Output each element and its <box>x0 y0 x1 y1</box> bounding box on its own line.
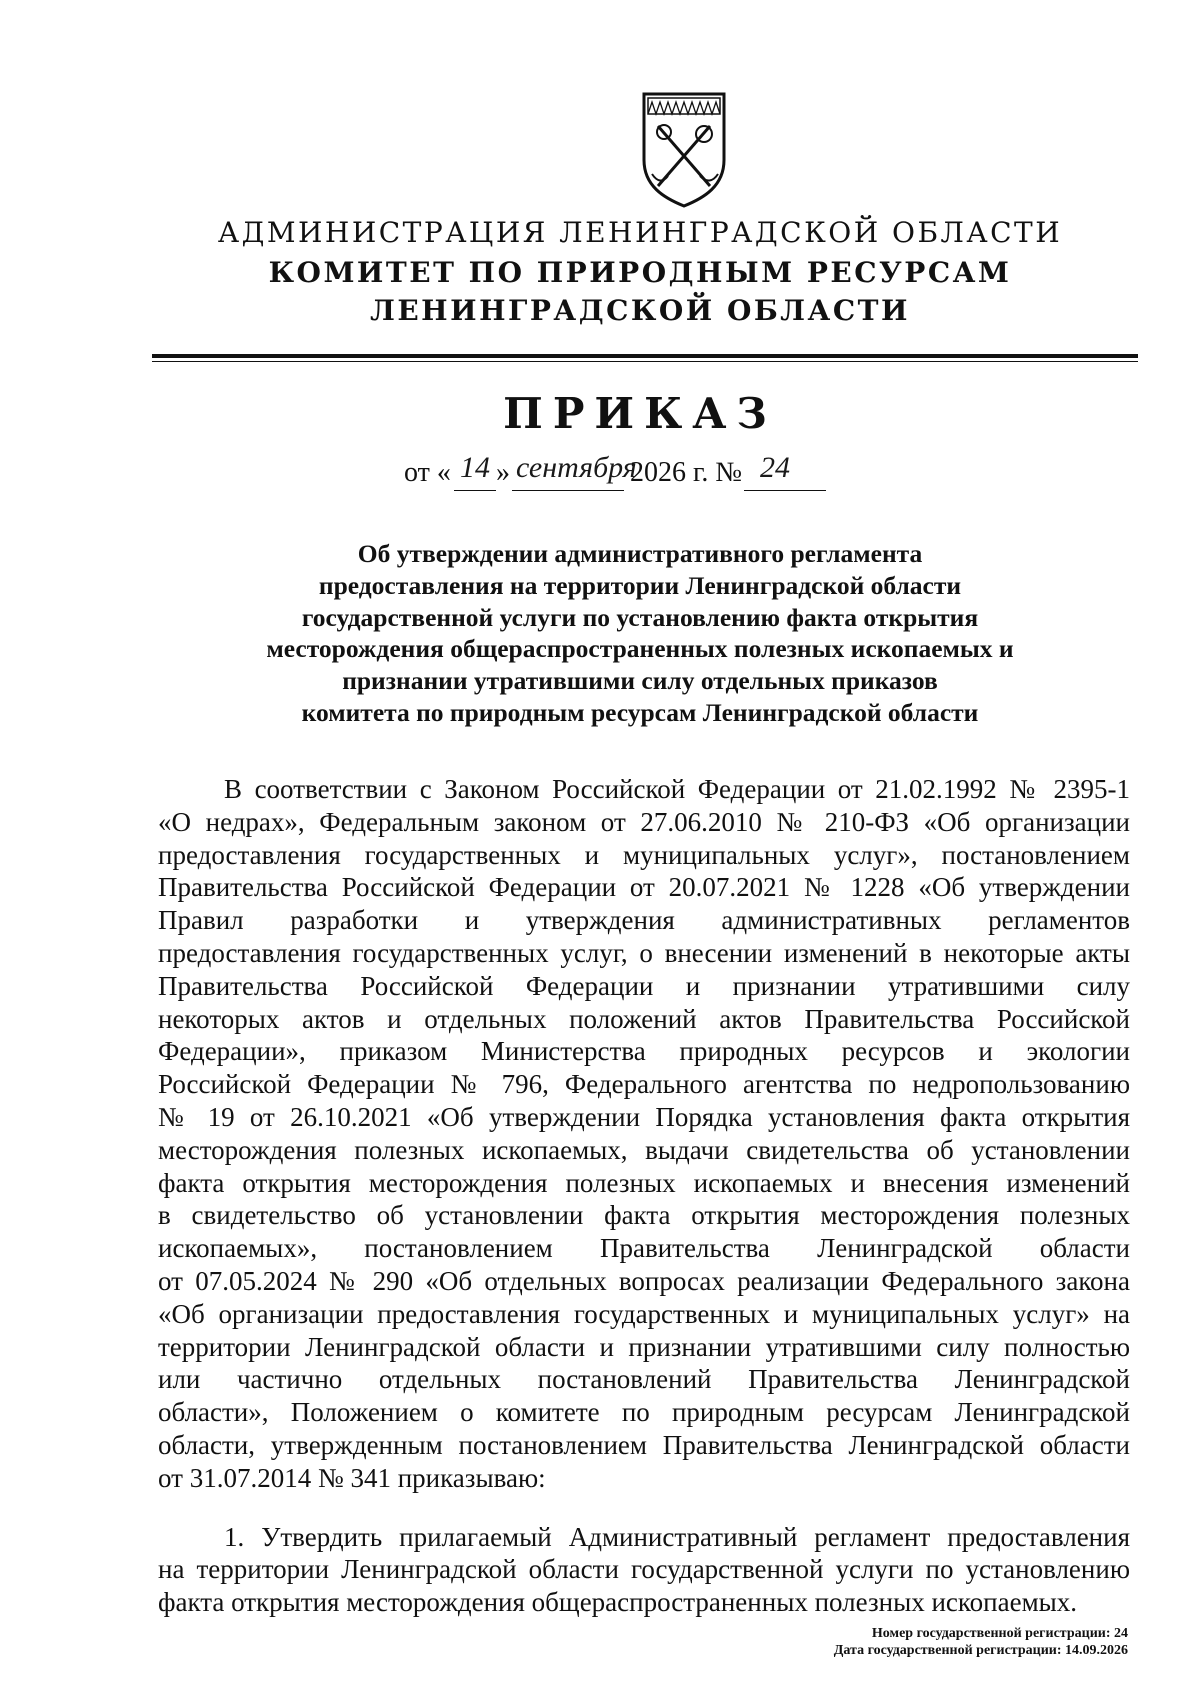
body-line: «Об организации предоставления государственных и муниципальных услуг» на <box>158 1298 1130 1329</box>
body-line: В соответствии с Законом Российской Федерации от 21.02.1992 № 2395-1 <box>224 774 1130 804</box>
number-underline <box>744 490 826 491</box>
body-line: предоставления государственных и муниципальных услуг», постановлением <box>158 839 1130 870</box>
committee-name: КОМИТЕТ ПО ПРИРОДНЫМ РЕСУРСАМ <box>268 256 1012 289</box>
registration-number: Номер государственной регистрации: 24 <box>871 1626 1128 1641</box>
body-line: в свидетельство об установлении факта открытия месторождения полезных <box>158 1200 1130 1231</box>
order-year: 2026 г. № <box>630 457 743 488</box>
body-line: предоставления государственных услуг, о внесении изменений в некоторые акты <box>158 937 1130 968</box>
body-line: № 19 от 26.10.2021 «Об утверждении Порядка установления факта открытия <box>158 1101 1130 1132</box>
body-line: или частично отдельных постановлений Правительства Ленинградской <box>158 1364 1130 1395</box>
subject-line: месторождения общераспространенных полезных ископаемых и <box>266 634 1014 664</box>
organization-name: АДМИНИСТРАЦИЯ ЛЕНИНГРАДСКОЙ ОБЛАСТИ <box>217 216 1063 249</box>
day-underline <box>454 490 496 491</box>
month-underline <box>512 490 624 491</box>
handwritten-month: сентября <box>516 451 637 484</box>
body-line: на территории Ленинградской области государственной услуги по установлению <box>158 1554 1130 1585</box>
committee-region: ЛЕНИНГРАДСКОЙ ОБЛАСТИ <box>370 294 910 327</box>
registration-date: Дата государственной регистрации: 14.09.2026 <box>833 1643 1128 1658</box>
handwritten-order-number: 24 <box>760 451 790 484</box>
subject-line: Об утверждении административного регламента <box>357 539 923 568</box>
document-subject <box>150 538 1130 729</box>
body-line: Федерации», приказом Министерства природных ресурсов и экологии <box>158 1036 1130 1067</box>
body-line: 1. Утвердить прилагаемый Административный регламент предоставления <box>224 1521 1130 1552</box>
coat-of-arms-icon <box>638 90 730 208</box>
header-divider-thin <box>152 361 1138 362</box>
subject-line: комитета по природным ресурсам Ленинградской области <box>301 697 979 727</box>
header-divider <box>152 354 1138 358</box>
handwritten-day: 14 <box>460 451 490 484</box>
body-line: факта открытия месторождения полезных ископаемых и внесения изменений <box>158 1167 1130 1198</box>
subject-line: предоставления на территории Ленинградской области <box>318 570 962 600</box>
body-line: Правительства Российской Федерации и признании утратившими силу <box>158 970 1130 1001</box>
date-quote-close: » <box>496 457 510 488</box>
body-line: Правительства Российской Федерации от 20.07.2021 № 1228 «Об утверждении <box>158 872 1130 903</box>
body-line: Правил разработки и утверждения административных регламентов <box>158 905 1130 936</box>
body-line: «О недрах», Федеральным законом от 27.06.2010 № 210-ФЗ «Об организации <box>158 806 1130 837</box>
body-line: от 31.07.2014 № 341 приказываю: <box>158 1462 546 1493</box>
body-line: факта открытия месторождения общераспространенных полезных ископаемых. <box>158 1587 1078 1618</box>
registration-stamp <box>700 1625 1128 1659</box>
body-line: области, утвержденным постановлением Правительства Ленинградской области <box>158 1429 1130 1460</box>
body-line: месторождения полезных ископаемых, выдачи свидетельства об установлении <box>158 1134 1130 1165</box>
body-line: некоторых актов и отдельных положений актов Правительства Российской <box>158 1003 1130 1034</box>
body-line: Российской Федерации № 796, Федерального агентства по недропользованию <box>158 1069 1130 1100</box>
date-prefix: от « <box>404 457 451 488</box>
paragraph-gap <box>158 1495 1130 1521</box>
body-line: территории Ленинградской области и признании утратившими силу полностью <box>158 1331 1130 1362</box>
document-body <box>158 773 1130 1619</box>
order-date-line <box>404 451 924 497</box>
document-title: ПРИКАЗ <box>503 389 777 438</box>
body-line: ископаемых», постановлением Правительства Ленинградской области <box>158 1233 1130 1264</box>
body-line: области», Положением о комитете по природным ресурсам Ленинградской <box>158 1397 1130 1428</box>
body-line: от 07.05.2024 № 290 «Об отдельных вопросах реализации Федерального закона <box>158 1265 1130 1296</box>
subject-line: признании утратившими силу отдельных приказов <box>342 666 938 696</box>
subject-line: государственной услуги по установлению факта открытия <box>301 602 979 632</box>
